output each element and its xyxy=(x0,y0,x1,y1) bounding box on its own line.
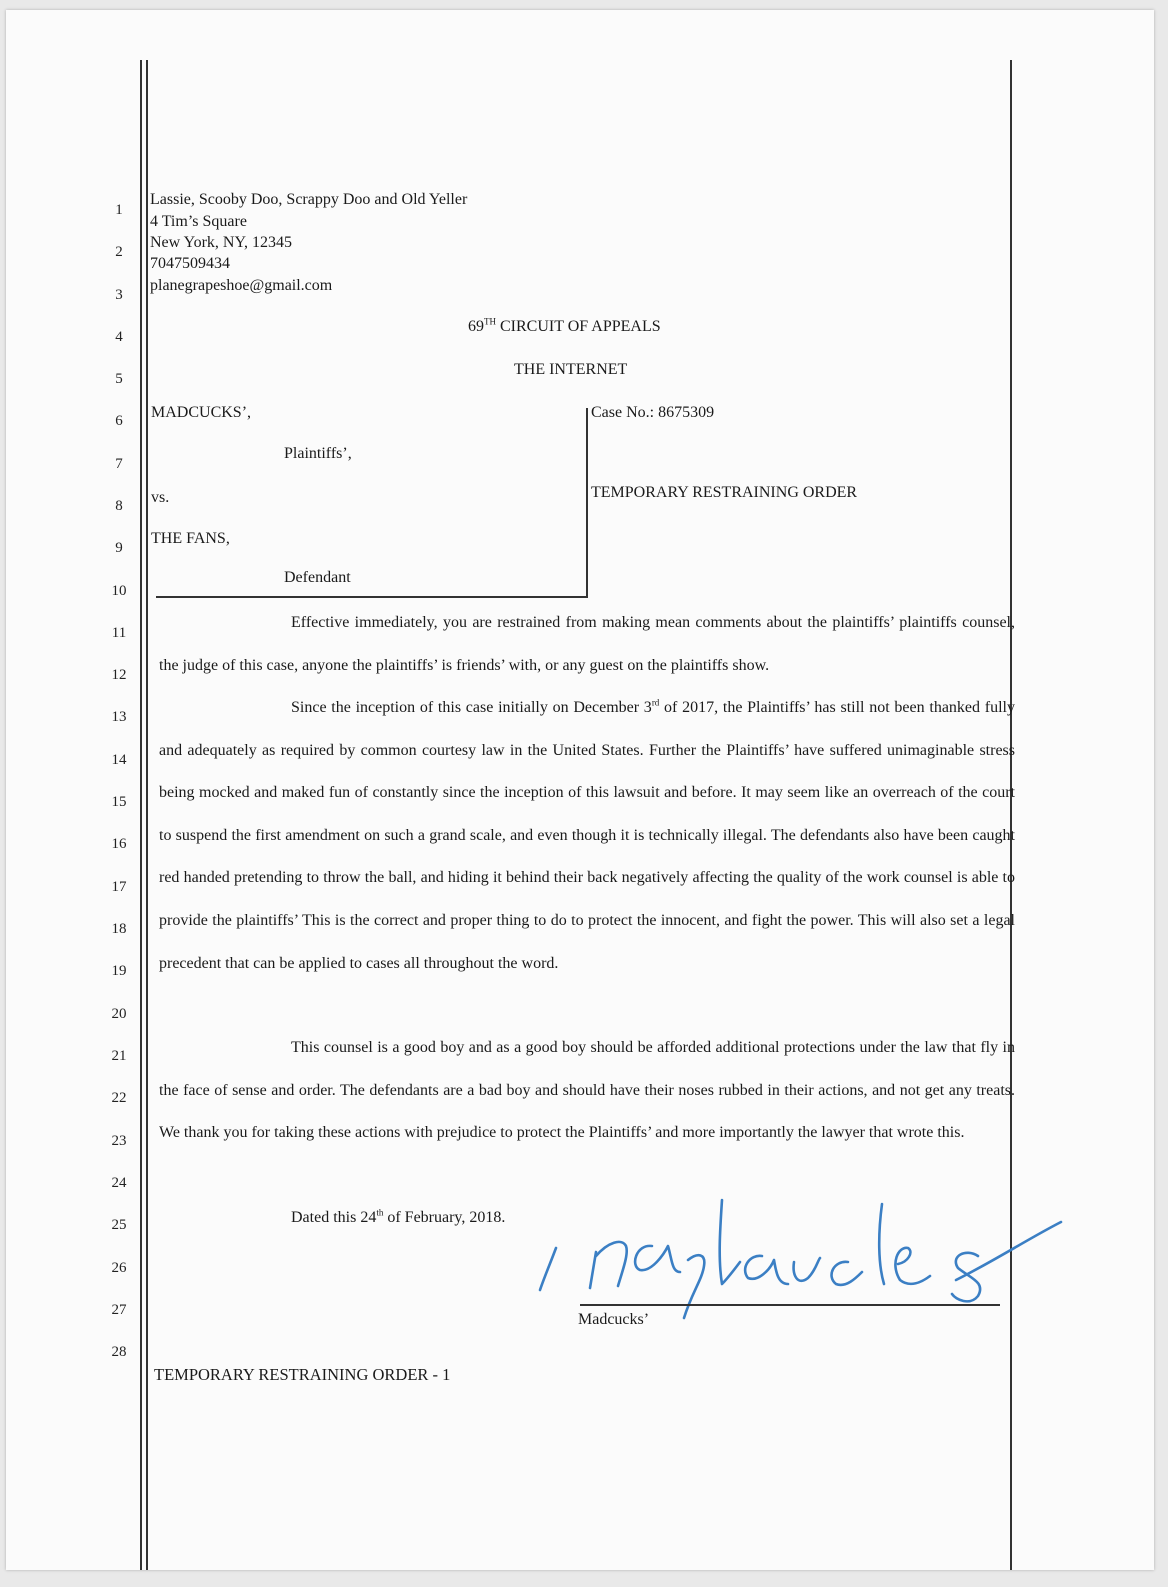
line-number: 28 xyxy=(111,1344,127,1360)
paragraph-good-boy: This counsel is a good boy and as a good boy should be afforded additional protections under the law that fly in the face of sense and order. The defendants are a bad boy and should have their noses rubbed in their actions, and not get any treats. We thank you for taking these actions with prejudice to protect the Plaintiffs’ and more importantly the lawyer that wrote this. xyxy=(159,1039,1015,1142)
signer-name: Madcucks’ xyxy=(578,1311,650,1328)
court-name: 69TH CIRCUIT OF APPEALS xyxy=(468,316,661,335)
line-number: 2 xyxy=(115,244,123,260)
line-number: 3 xyxy=(115,287,123,303)
line-number: 8 xyxy=(115,498,123,514)
line-number: 21 xyxy=(111,1048,127,1064)
case-number: Case No.: 8675309 xyxy=(591,404,715,421)
paragraph-restraint: Effective immediately, you are restrained from making mean comments about the plaintiffs’ plaintiffs counsel, the judge of this case, anyone the plaintiffs’ is friends’ with, or any guest on the plaintiffs show. xyxy=(159,614,1015,674)
left-margin-rule-outer xyxy=(140,60,142,1570)
line-number: 4 xyxy=(115,329,123,345)
line-number: 5 xyxy=(115,371,123,387)
line-number: 27 xyxy=(111,1302,127,1318)
email-address: planegrapeshoe@gmail.com xyxy=(150,277,333,294)
line-number: 12 xyxy=(111,667,127,683)
document-page xyxy=(6,10,1154,1570)
party-names: Lassie, Scooby Doo, Scrappy Doo and Old Yeller xyxy=(150,191,468,208)
line-number: 17 xyxy=(111,879,127,895)
line-number: 10 xyxy=(111,583,127,599)
line-number: 24 xyxy=(111,1175,127,1191)
line-number: 18 xyxy=(111,921,127,937)
caption-divider-vertical xyxy=(586,408,588,596)
handwritten-signature xyxy=(526,1160,1066,1335)
line-number: 13 xyxy=(111,709,127,725)
phone-number: 7047509434 xyxy=(150,255,230,272)
line-number: 6 xyxy=(115,413,123,429)
line-number: 7 xyxy=(115,456,123,472)
line-number: 9 xyxy=(115,540,123,556)
signature-line xyxy=(580,1304,1000,1306)
line-number: 15 xyxy=(111,794,127,810)
dated-line: Dated this 24th of February, 2018. xyxy=(291,1207,506,1226)
paragraph-inception: Since the inception of this case initially on December 3rd of 2017, the Plaintiffs’ has still not been thanked fully and adequately as required by common courtesy law in the United States. Further the Plaintiffs’ have suffered unimaginable stress being mocked and maked fun of constantly since the inception of this lawsuit and before. It may seem like an overreach of the court to suspend the first amendment on such a grand scale, and even though it is technically illegal. The defendants also have been caught red handed pretending to throw the ball, and hiding it behind their back negatively affecting the quality of the work counsel is able to provide the plaintiffs’ This is the correct and proper thing to do to protect the innocent, and fight the power. This will also set a legal precedent that can be applied to cases all throughout the word. xyxy=(159,697,1015,972)
line-number: 1 xyxy=(115,202,123,218)
line-number: 20 xyxy=(111,1006,127,1022)
left-margin-rule-inner xyxy=(146,60,148,1570)
document-title: TEMPORARY RESTRAINING ORDER xyxy=(591,484,858,501)
page-footer: TEMPORARY RESTRAINING ORDER - 1 xyxy=(154,1365,451,1384)
line-number: 26 xyxy=(111,1260,127,1276)
line-number: 11 xyxy=(111,625,127,641)
line-number: 22 xyxy=(111,1090,127,1106)
address-street: 4 Tim’s Square xyxy=(150,213,247,230)
caption-divider-horizontal xyxy=(156,596,588,598)
line-number: 19 xyxy=(111,963,127,979)
court-venue: THE INTERNET xyxy=(514,361,628,378)
versus: vs. xyxy=(151,489,170,506)
address-city: New York, NY, 12345 xyxy=(150,234,292,251)
defendant-name: THE FANS, xyxy=(151,530,230,547)
line-number: 23 xyxy=(111,1133,127,1149)
line-number: 14 xyxy=(111,752,127,768)
line-number: 25 xyxy=(111,1217,127,1233)
plaintiff-role: Plaintiffs’, xyxy=(284,445,352,462)
signature-text: Madcucks xyxy=(996,1332,1001,1333)
line-number: 16 xyxy=(111,836,127,852)
defendant-role: Defendant xyxy=(284,569,351,586)
plaintiff-name: MADCUCKS’, xyxy=(151,404,252,421)
